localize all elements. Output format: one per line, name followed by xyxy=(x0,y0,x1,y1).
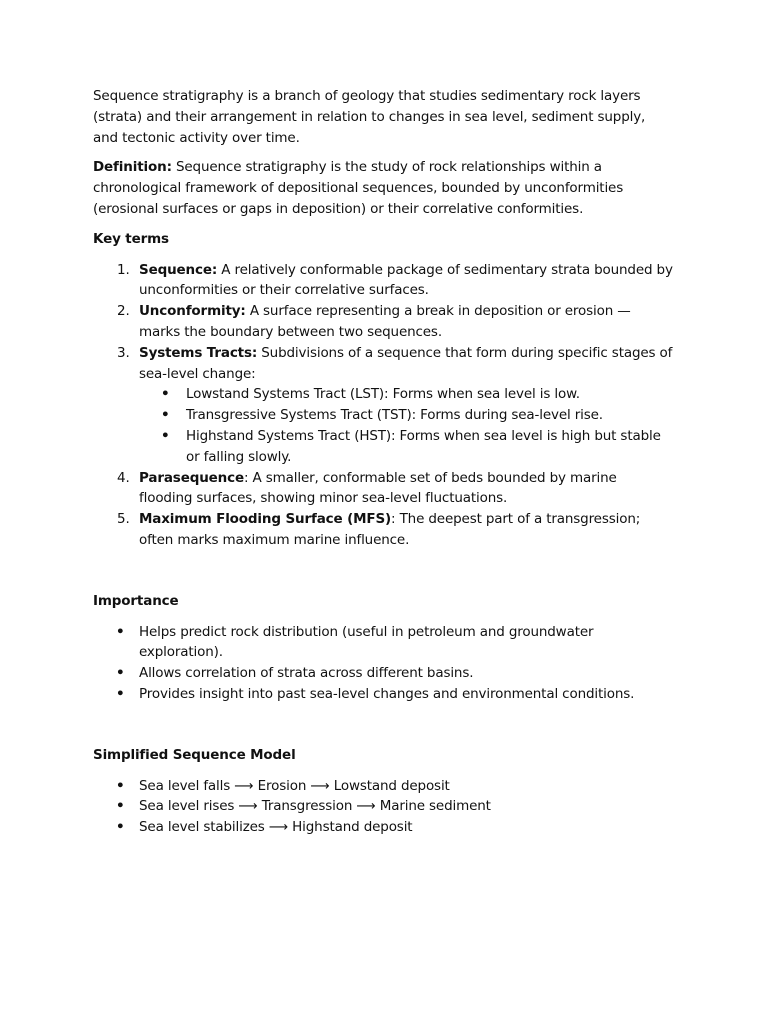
list-number: 3. xyxy=(117,344,130,361)
definition-paragraph xyxy=(93,157,673,219)
intro-paragraph: Sequence stratigraphy is a branch of geology that studies sedimentary rock layers (strata) and their arrangement in relation to changes in sea level, sediment supply, and tectonic activity over time. xyxy=(93,88,646,146)
key-term-label: Maximum Flooding Surface (MFS) xyxy=(139,511,392,528)
list-number: 1. xyxy=(117,261,130,278)
importance-list xyxy=(93,622,673,705)
key-term-label: Systems Tracts: xyxy=(139,344,258,361)
key-term-text: A surface representing a break in deposition or erosion — marks the boundary between two sequences. xyxy=(139,303,631,340)
key-term-label: Parasequence xyxy=(139,469,245,486)
key-term-item xyxy=(93,260,673,302)
key-term-text: Subdivisions of a sequence that form during specific stages of sea-level change: xyxy=(139,344,673,382)
importance-heading: Importance xyxy=(93,592,179,609)
key-term-text: : The deepest part of a transgression; often marks maximum marine influence. xyxy=(139,511,641,548)
key-term-label: Sequence: xyxy=(139,261,218,278)
key-term-text: A relatively conformable package of sedimentary strata bounded by unconformities or their correlative surfaces. xyxy=(139,261,673,299)
key-term-text: : A smaller, conformable set of beds bounded by marine flooding surfaces, showing minor sea-level fluctuations. xyxy=(139,469,617,507)
model-item: • Sea level falls ⟶ Erosion ⟶ Lowstand deposit xyxy=(93,776,673,797)
key-term-item xyxy=(93,468,673,510)
key-terms-list xyxy=(93,260,673,551)
systems-tracts-list xyxy=(139,384,673,467)
model-item: • Sea level stabilizes ⟶ Highstand deposit xyxy=(93,817,673,838)
model-list xyxy=(93,776,673,838)
key-terms-heading: Key terms xyxy=(93,230,169,247)
key-term-item xyxy=(93,301,673,343)
model-heading: Simplified Sequence Model xyxy=(93,746,296,763)
importance-item: • Allows correlation of strata across different basins. xyxy=(93,663,673,684)
definition-text: Sequence stratigraphy is the study of rock relationships within a chronological framework of depositional sequences, bounded by unconformities (erosional surfaces or gaps in deposition) or their correlative conformities. xyxy=(93,159,624,217)
systems-tract-item: • Lowstand Systems Tract (LST): Forms when sea level is low. xyxy=(139,384,673,405)
importance-item: • Provides insight into past sea-level changes and environmental conditions. xyxy=(93,684,673,705)
model-item: • Sea level rises ⟶ Transgression ⟶ Marine sediment xyxy=(93,796,673,817)
list-number: 5. xyxy=(117,511,130,528)
systems-tract-item: • Transgressive Systems Tract (TST): Forms during sea-level rise. xyxy=(139,405,673,426)
key-term-item xyxy=(93,509,673,551)
key-term-label: Unconformity: xyxy=(139,303,246,320)
importance-item: • Helps predict rock distribution (useful in petroleum and groundwater exploration). xyxy=(93,622,673,664)
systems-tract-item: • Highstand Systems Tract (HST): Forms when sea level is high but stable or falling slowly. xyxy=(139,426,673,468)
key-term-item xyxy=(93,343,673,468)
list-number: 4. xyxy=(117,469,130,486)
definition-label: Definition: xyxy=(93,159,172,176)
list-number: 2. xyxy=(117,303,130,320)
